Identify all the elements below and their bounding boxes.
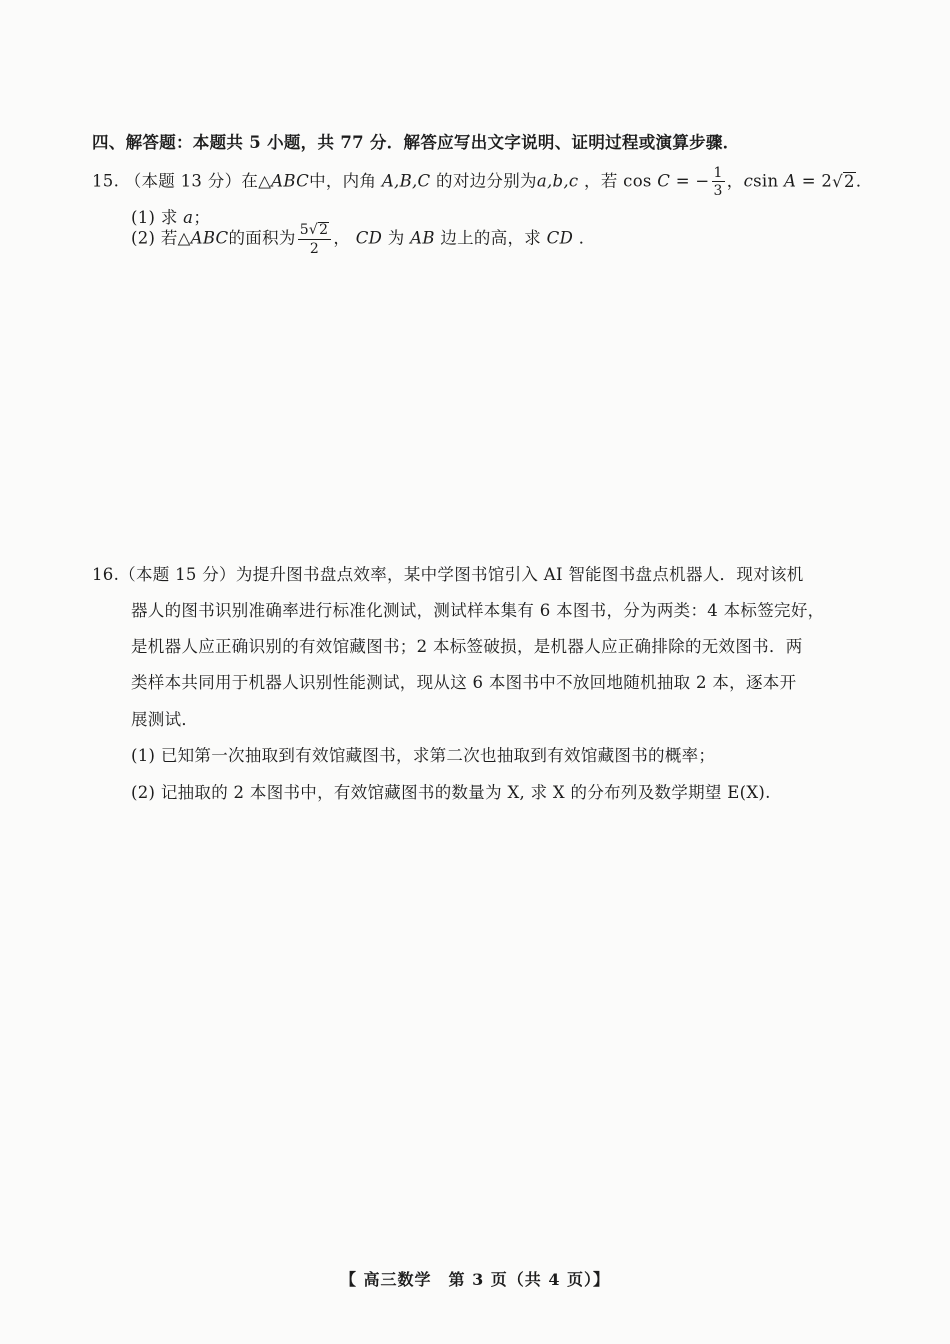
q15-a-var: A bbox=[783, 171, 797, 191]
q15-text: 中，内角 bbox=[309, 171, 377, 191]
q15-area-fraction: $\frac{5√2}{2}$ bbox=[298, 222, 332, 256]
section-header: 四、解答题：本题共 5 小题，共 77 分．解答应写出文字说明、证明过程或演算步骤． bbox=[92, 133, 740, 152]
question-16-line-1: 16.（本题 15 分）为提升图书盘点效率，某中学图书馆引入 AI 智能图书盘点机器人．现对该机 bbox=[92, 565, 804, 584]
q15-sides: a,b,c bbox=[536, 171, 579, 191]
q15-angles: A,B,C bbox=[381, 171, 431, 191]
q15-cos-var: C bbox=[657, 171, 671, 191]
q15-points: （本题 13 分） bbox=[124, 171, 242, 191]
q15-text: 在 bbox=[241, 171, 259, 191]
q15-fraction: $\frac{1}{3}$ bbox=[713, 165, 723, 199]
q15-number: 15. bbox=[92, 171, 120, 191]
question-16-line-5: 展测试． bbox=[131, 710, 199, 729]
question-16-part-2: (2) 记抽取的 2 本图书中，有效馆藏图书的数量为 X, 求 X 的分布列及数学期望 E(X). bbox=[131, 783, 771, 802]
question-15-stem bbox=[92, 166, 873, 202]
q15-eq-two: = 2 bbox=[801, 171, 833, 191]
question-16-line-3: 是机器人应正确识别的有效馆藏图书；2 本标签破损，是机器人应正确排除的无效图书．两 bbox=[131, 637, 803, 656]
question-15-part-2: (2) 若△ABC的面积为 $\frac{5√2}{2}$ ， CD 为 AB 边上的高，求 CD ． bbox=[131, 222, 596, 257]
question-16-line-4: 类样本共同用于机器人识别性能测试，现从这 6 本图书中不放回地随机抽取 2 本，逐本开 bbox=[131, 673, 797, 692]
page-footer: 【 高三数学 第 3 页（共 4 页）】 bbox=[339, 1270, 611, 1289]
q15-text: 的对边分别为 bbox=[436, 171, 537, 191]
question-15-part-1: (1) 求 a； bbox=[131, 208, 211, 227]
q15-text: ， bbox=[726, 171, 744, 191]
question-16-part-1: (1) 已知第一次抽取到有效馆藏图书，求第二次也抽取到有效馆藏图书的概率； bbox=[131, 746, 716, 765]
question-16-line-2: 器人的图书识别准确率进行标准化测试，测试样本集有 6 本图书，分为两类：4 本标签完好， bbox=[131, 601, 825, 620]
q15-eq: = − bbox=[675, 171, 710, 191]
q15-sqrt: √2 bbox=[832, 171, 855, 191]
q15-text: ． bbox=[855, 171, 873, 191]
q15-triangle: △ABC bbox=[258, 171, 310, 191]
q15-text: ，若 cos bbox=[584, 171, 652, 191]
q15-c-var: c bbox=[743, 171, 754, 191]
q15-sin: sin bbox=[753, 171, 779, 191]
